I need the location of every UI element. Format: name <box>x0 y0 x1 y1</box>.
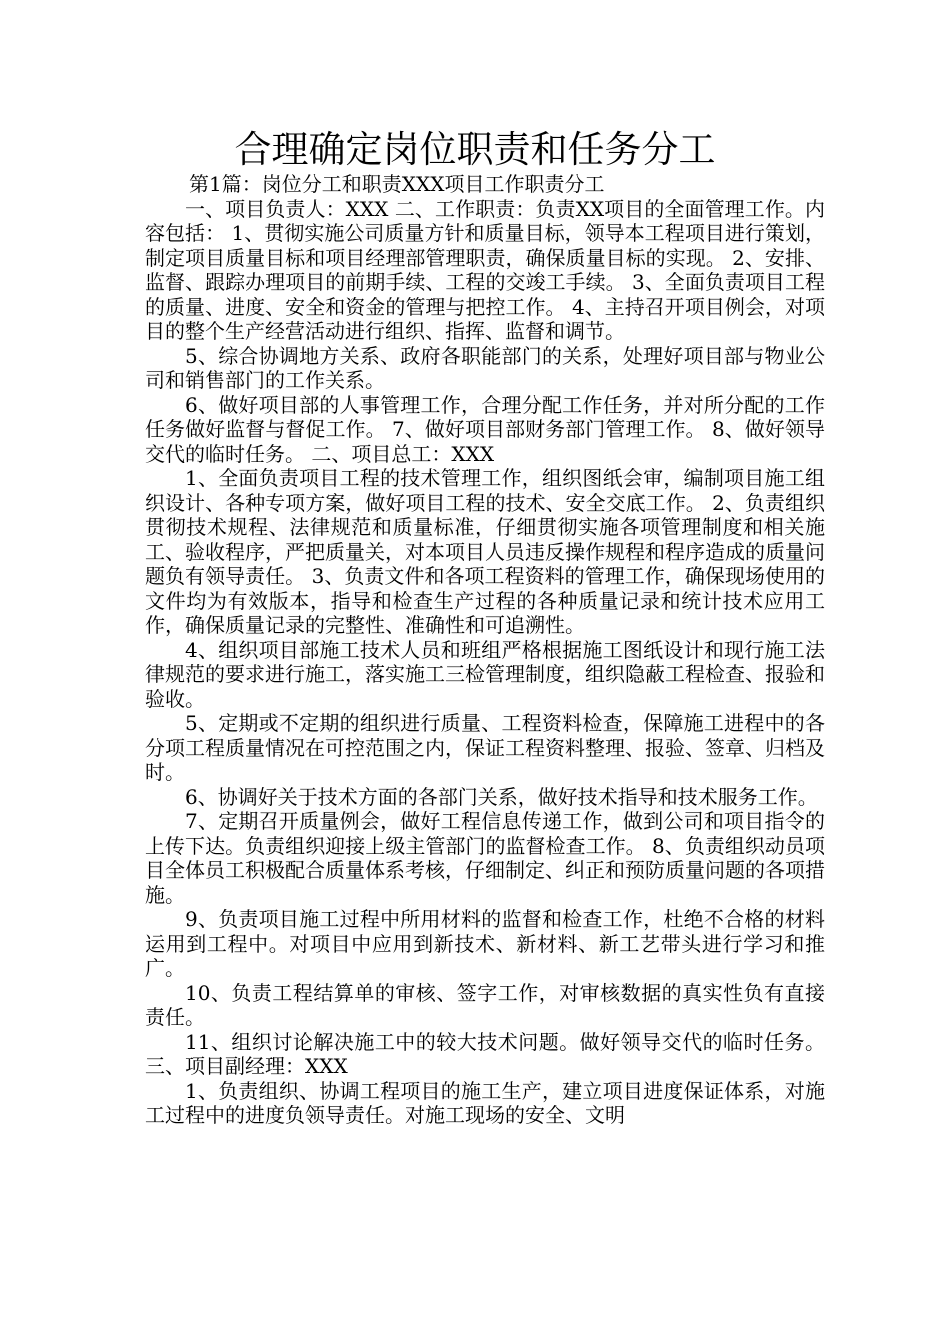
body-paragraph: 一、项目负责人：XXX 二、工作职责：负责XX项目的全面管理工作。内容包括： 1、贯彻实施公司质量方针和质量目标，领导本工程项目进行策划，制定项目质量目标和项目经理部管理职责，确保质量目标的实现。 2、安排、监督、跟踪办理项目的前期手续、工程的交竣工手续。 3、全面负责项目工程的质量、进度、安全和资金的管理与把控工作。 4、主持召开项目例会，对项目的整个生产经营活动进行组织、指挥、监督和调节。 <box>145 196 825 343</box>
document-title: 合理确定岗位职责和任务分工 <box>234 128 716 171</box>
body-paragraph: 11、组织讨论解决施工中的较大技术问题。做好领导交代的临时任务。 三、项目副经理：XXX <box>145 1029 825 1078</box>
document-body <box>145 172 825 1128</box>
body-paragraph: 9、负责项目施工过程中所用材料的监督和检查工作，杜绝不合格的材料运用到工程中。对项目中应用到新技术、新材料、新工艺带头进行学习和推广。 <box>145 907 825 980</box>
subtitle-paragraph: 第1篇：岗位分工和职责XXX项目工作职责分工 <box>189 172 605 196</box>
body-paragraph: 5、定期或不定期的组织进行质量、工程资料检查，保障施工进程中的各分项工程质量情况在可控范围之内，保证工程资料整理、报验、签章、归档及时。 <box>145 711 825 784</box>
body-paragraph: 5、综合协调地方关系、政府各职能部门的关系，处理好项目部与物业公司和销售部门的工作关系。 <box>145 343 825 392</box>
body-paragraph: 6、协调好关于技术方面的各部门关系，做好技术指导和技术服务工作。 <box>185 784 818 809</box>
body-paragraph: 6、做好项目部的人事管理工作，合理分配工作任务，并对所分配的工作任务做好监督与督促工作。 7、做好项目部财务部门管理工作。 8、做好领导交代的临时任务。 二、项目总工：XXX <box>145 392 825 466</box>
body-paragraph: 7、定期召开质量例会，做好工程信息传递工作，做到公司和项目指令的上传下达。负责组织迎接上级主管部门的监督检查工作。 8、负责组织动员项目全体员工积极配合质量体系考核，仔细制定、纠正和预防质量问题的各项措施。 <box>145 809 825 907</box>
body-paragraph: 10、负责工程结算单的审核、签字工作，对审核数据的真实性负有直接责任。 <box>145 980 825 1029</box>
body-paragraph: 1、全面负责项目工程的技术管理工作，组织图纸会审，编制项目施工组织设计、各种专项方案，做好项目工程的技术、安全交底工作。 2、负责组织贯彻技术规程、法律规范和质量标准，仔细贯彻实施各项管理制度和相关施工、验收程序，严把质量关，对本项目人员违反操作规程和程序造成的质量问题负有领导责任。 3、负责文件和各项工程资料的管理工作，确保现场使用的文件均为有效版本，指导和检查生产过程的各种质量记录和统计技术应用工作，确保质量记录的完整性、准确性和可追溯性。 <box>145 466 825 637</box>
body-paragraph: 4、组织项目部施工技术人员和班组严格根据施工图纸设计和现行施工法律规范的要求进行施工，落实施工三检管理制度，组织隐蔽工程检查、报验和验收。 <box>145 637 825 711</box>
body-paragraph: 1、负责组织、协调工程项目的施工生产，建立项目进度保证体系，对施工过程中的进度负领导责任。对施工现场的安全、文明 <box>145 1078 825 1127</box>
